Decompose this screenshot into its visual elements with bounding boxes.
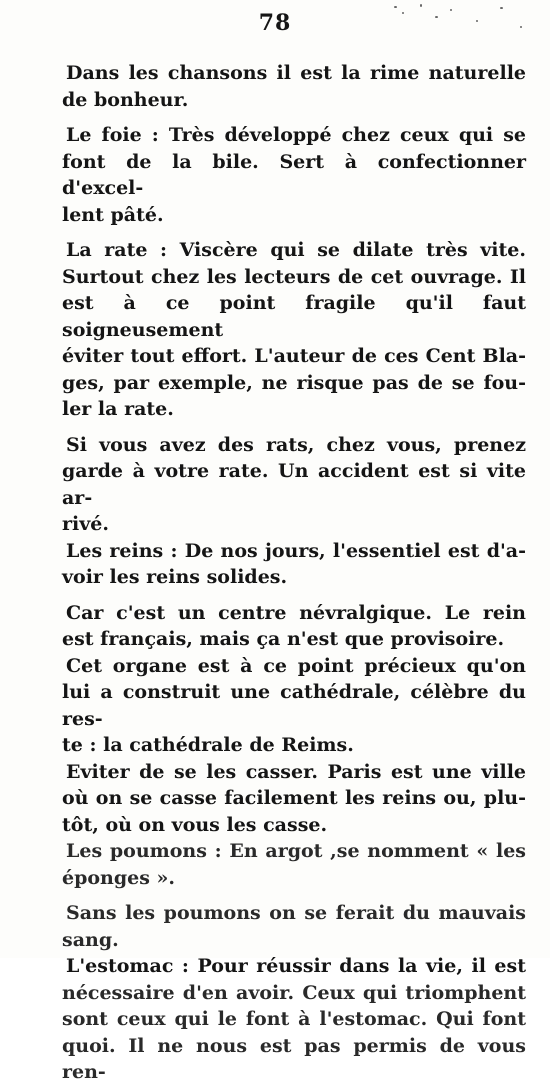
paragraph [64, 538, 526, 591]
text-line: Le foie : Très développé chez ceux qui se [66, 124, 526, 146]
paragraph-spacer [64, 423, 526, 432]
text-line: L'estomac : Pour réussir dans la vie, il est [66, 955, 526, 977]
text-line: Surtout chez les lecteurs de cet ouvrage. Il [62, 265, 526, 288]
body-text [64, 60, 526, 1086]
text-line: de bonheur. [62, 88, 189, 111]
text-line: quoi. Il ne nous est pas permis de vous ren- [62, 1034, 526, 1083]
text-line: sang. [62, 928, 119, 951]
paragraph [64, 432, 526, 538]
text-line: éviter tout effort. L'auteur de ces Cent Bla- [62, 345, 526, 367]
text-line: Les poumons : En argot ,se nomment « les [66, 840, 526, 862]
text-line: Eviter de se les casser. Paris est une ville [66, 760, 526, 783]
text-line: rivé. [62, 513, 109, 535]
text-line: Sans les poumons on se ferait du mauvais [66, 902, 526, 924]
text-line: éponges ». [62, 866, 176, 889]
text-line: sont ceux qui le font à l'estomac. Qui font [62, 1008, 526, 1030]
text-line: te : la cathédrale de Reims. [62, 734, 354, 756]
text-line: est à ce point fragile qu'il faut soigneusement [62, 292, 526, 341]
page-number: 78 [258, 10, 292, 36]
paragraph-spacer [64, 891, 526, 900]
text-line: Cet organe est à ce point précieux qu'on [66, 654, 526, 677]
paragraph-spacer [64, 591, 526, 600]
paragraph-spacer [64, 113, 526, 122]
text-line: lui a construit une cathédrale, célèbre du res- [62, 681, 526, 730]
text-line: nécessaire d'en avoir. Ceux qui triomphent [62, 981, 526, 1004]
text-line: garde à votre rate. Un accident est si vite ar- [62, 460, 526, 509]
text-line: Car c'est un centre névralgique. Le rein [66, 601, 526, 624]
text-line: font de la bile. Sert à confectionner d'excel- [62, 150, 526, 199]
paragraph [64, 237, 526, 423]
text-line: voir les reins solides. [62, 566, 288, 588]
text-line: ler la rate. [62, 398, 174, 420]
paragraph [64, 759, 526, 839]
text-line: tôt, où on vous les casse. [62, 813, 328, 836]
paragraph [64, 838, 526, 891]
paragraph [64, 60, 526, 113]
text-line: est français, mais ça n'est que provisoire. [62, 628, 505, 650]
paragraph [64, 600, 526, 653]
text-line: où on se casse facilement les reins ou, plu- [62, 787, 526, 809]
text-line: Les reins : De nos jours, l'essentiel est d'a- [66, 539, 526, 562]
paragraph [64, 953, 526, 1086]
text-line: Dans les chansons il est la rime naturelle [66, 62, 526, 84]
paragraph [64, 900, 526, 953]
paragraph [64, 122, 526, 228]
text-line: Si vous avez des rats, chez vous, prenez [66, 433, 526, 456]
paragraph-spacer [64, 228, 526, 237]
text-line: La rate : Viscère qui se dilate très vite. [66, 239, 526, 261]
text-line: ges, par exemple, ne risque pas de se fou- [62, 371, 526, 394]
text-line: lent pâté. [62, 203, 164, 226]
paragraph [64, 653, 526, 759]
